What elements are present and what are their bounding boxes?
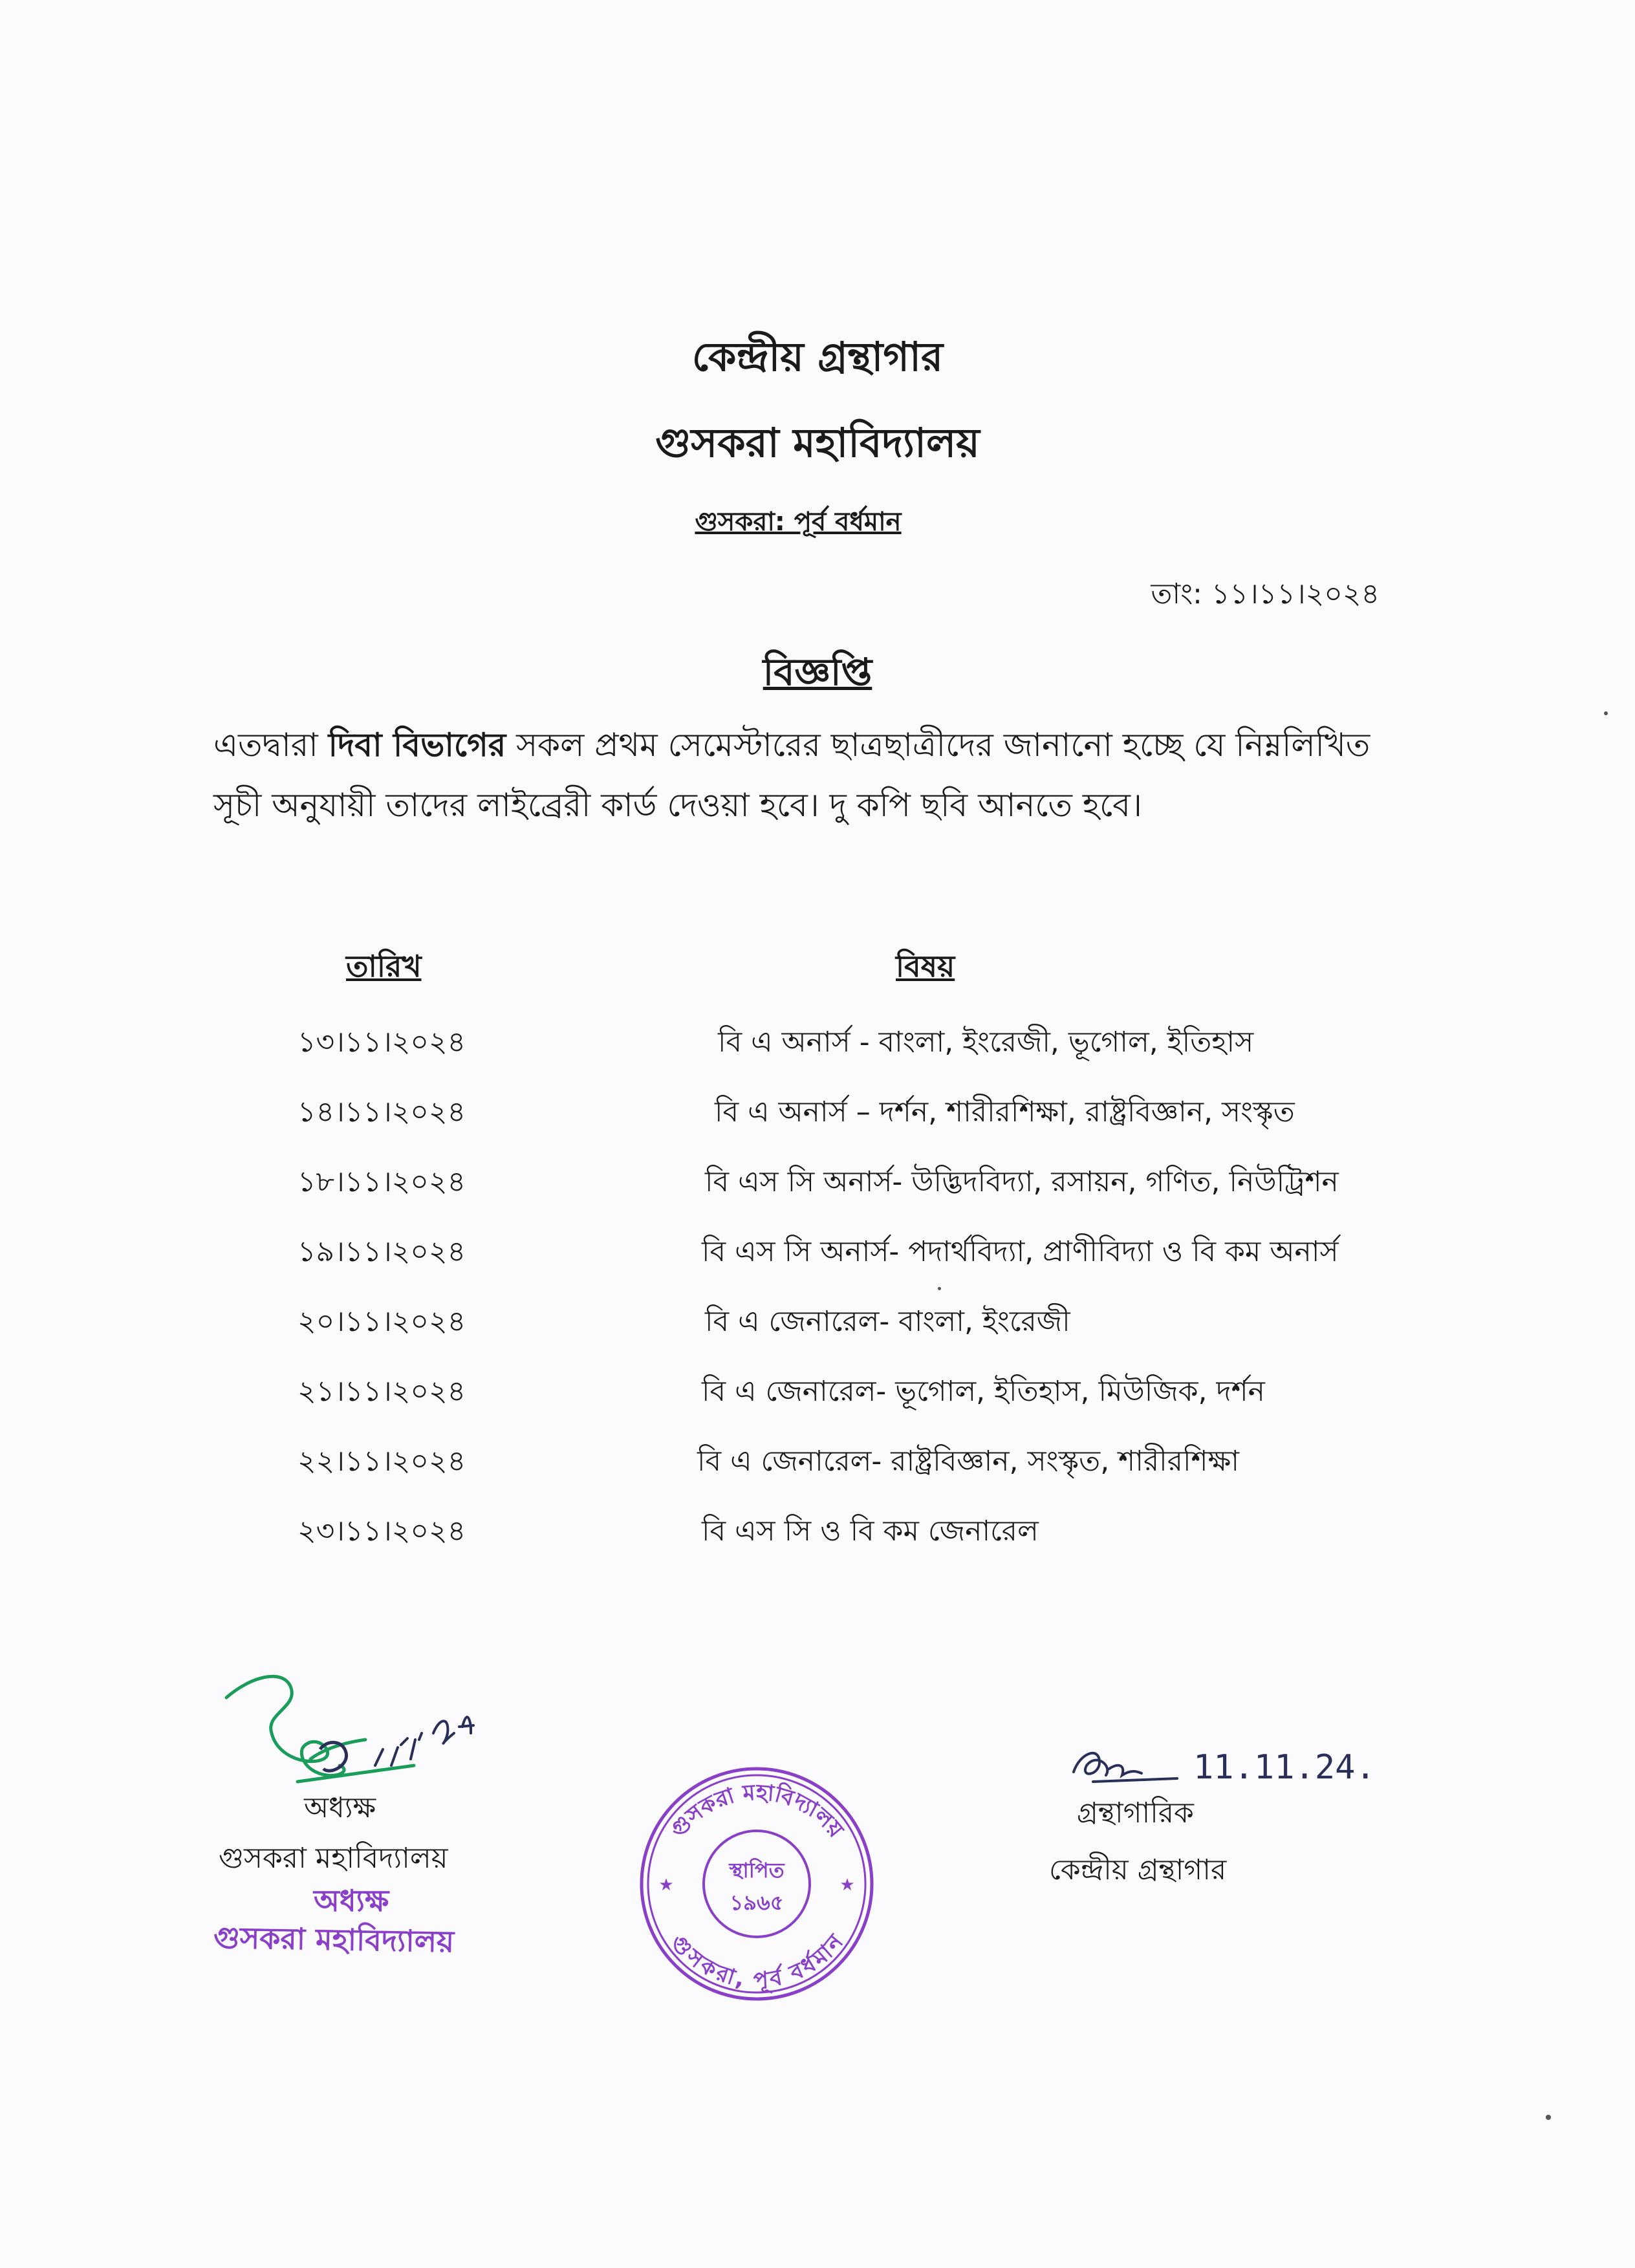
row-subject: বি এ অনার্স – দর্শন, শারীরশিক্ষা, রাষ্ট্রবিজ্ঞান, সংস্কৃত <box>715 1096 1295 1129</box>
principal-role: অধ্যক্ষ <box>304 1791 376 1824</box>
college-name: গুসকরা মহাবিদ্যালয় <box>655 419 980 466</box>
scan-speck <box>1604 711 1608 715</box>
subject-column-header: বিষয় <box>896 949 955 984</box>
row-subject: বি এ জেনারেল- বাংলা, ইংরেজী <box>705 1305 1070 1338</box>
notice-date: তাং: ১১।১১।২০২৪ <box>1151 578 1380 610</box>
row-subject: বি এ জেনারেল- রাষ্ট্রবিজ্ঞান, সংস্কৃত, শারীরশিক্ষা <box>697 1445 1239 1478</box>
body-line1-rest: সকল প্রথম সেমেস্টারের ছাত্রছাত্রীদের জানানো হচ্ছে যে নিম্নলিখিত <box>506 726 1370 764</box>
librarian-signature <box>1061 1727 1397 1798</box>
library-title: কেন্দ্রীয় গ্রন্থাগার <box>691 333 944 380</box>
librarian-institution: কেন্দ্রীয় গ্রন্থাগার <box>1049 1853 1227 1886</box>
seal-star-icon: ★ <box>658 1875 674 1895</box>
seal-inner-bottom-text: ১৯৬৫ <box>730 1890 784 1915</box>
row-subject: বি এ জেনারেল- ভূগোল, ইতিহাস, মিউজিক, দর্শন <box>702 1375 1265 1408</box>
row-date: ১৮।১১।২০২৪ <box>298 1165 466 1198</box>
librarian-role: গ্রন্থাগারিক <box>1077 1797 1194 1830</box>
principal-stamp-institution: গুসকরা মহাবিদ্যালয় <box>213 1919 455 1960</box>
seal-star-icon: ★ <box>839 1875 855 1895</box>
scan-speck <box>938 1287 941 1290</box>
seal-outer-top-text: গুসকরা মহাবিদ্যালয় <box>665 1779 849 1843</box>
row-date: ১৯।১১।২০২৪ <box>298 1235 466 1268</box>
row-date: ১৪।১১।২০২৪ <box>298 1096 466 1129</box>
body-bold: দিবা বিভাগের <box>328 726 506 764</box>
notice-title: বিজ্ঞপ্তি <box>763 650 872 694</box>
seal-inner-top-text: স্থাপিত <box>729 1858 785 1883</box>
row-subject: বি এ অনার্স - বাংলা, ইংরেজী, ভূগোল, ইতিহাস <box>718 1026 1254 1059</box>
principal-institution: গুসকরা মহাবিদ্যালয় <box>219 1842 448 1875</box>
row-date: ২৩।১১।২০২৪ <box>298 1515 466 1548</box>
date-column-header: তারিখ <box>346 949 422 984</box>
row-subject: বি এস সি ও বি কম জেনারেল <box>702 1515 1039 1548</box>
body-prefix: এতদ্বারা <box>213 726 329 764</box>
row-date: ২২।১১।২০২৪ <box>298 1445 466 1478</box>
college-location: গুসকরা: পূর্ব বর্ধমান <box>695 507 902 537</box>
principal-stamp-role: অধ্যক্ষ <box>314 1883 389 1918</box>
college-seal <box>637 1764 876 2003</box>
librarian-handwritten-date: 11.11.24. <box>1193 1748 1376 1787</box>
row-date: ২০।১১।২০২৪ <box>298 1305 466 1338</box>
row-date: ১৩।১১।২০২৪ <box>298 1026 466 1059</box>
row-subject: বি এস সি অনার্স- পদার্থবিদ্যা, প্রাণীবিদ্যা ও বি কম অনার্স <box>702 1235 1339 1268</box>
scan-speck <box>1546 2115 1551 2120</box>
notice-body-line-2: সূচী অনুযায়ী তাদের লাইব্রেরী কার্ড দেওয়া হবে। দু কপি ছবি আনতে হবে। <box>213 786 1142 824</box>
principal-signature <box>213 1636 517 1798</box>
seal-outer-bottom-text: গুসকরা, পূর্ব বর্ধমান <box>665 1929 849 1994</box>
row-subject: বি এস সি অনার্স- উদ্ভিদবিদ্যা, রসায়ন, গণিত, নিউট্রিশন <box>705 1165 1339 1198</box>
row-date: ২১।১১।২০২৪ <box>298 1375 466 1408</box>
notice-body-line-1 <box>213 719 1370 771</box>
